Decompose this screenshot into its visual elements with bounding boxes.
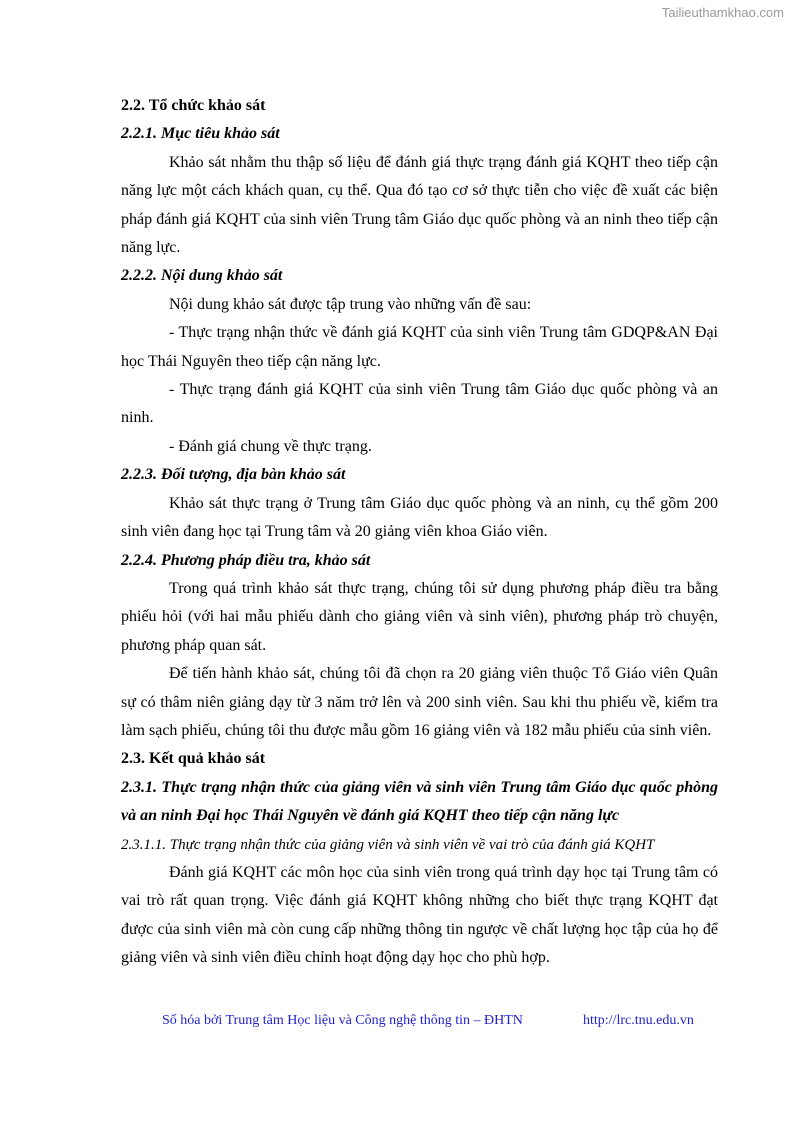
section-heading-2-2-4: 2.2.4. Phương pháp điều tra, khảo sát bbox=[121, 551, 371, 569]
paragraph: Khảo sát nhằm thu thập số liệu để đánh giá thực trạng đánh giá KQHT theo tiếp cận năng lực một cách khách quan, cụ thể. Qua đó tạo cơ sở thực tiễn cho việc đề xuất các biện pháp đánh giá KQHT của sinh viên Trung tâm Giáo dục quốc phòng và an ninh theo tiếp cận năng lực. bbox=[121, 153, 718, 257]
list-item: - Thực trạng đánh giá KQHT của sinh viên Trung tâm Giáo dục quốc phòng và an ninh. bbox=[121, 381, 718, 427]
section-heading-2-3: 2.3. Kết quả khảo sát bbox=[121, 750, 266, 768]
section-heading-2-3-1-1: 2.3.1.1. Thực trạng nhận thức của giảng viên và sinh viên về vai trò của đánh giá KQHT bbox=[121, 836, 655, 853]
section-heading-2-2-3: 2.2.3. Đối tượng, địa bàn khảo sát bbox=[121, 466, 346, 484]
section-heading-2-2-2: 2.2.2. Nội dung khảo sát bbox=[121, 267, 283, 285]
section-heading-2-2: 2.2. Tổ chức khảo sát bbox=[121, 97, 266, 114]
list-item: - Thực trạng nhận thức về đánh giá KQHT của sinh viên Trung tâm GDQP&AN Đại học Thái Nguyên theo tiếp cận năng lực. bbox=[121, 324, 718, 370]
footer-attribution: Số hóa bởi Trung tâm Học liệu và Công nghệ thông tin – ĐHTN bbox=[162, 1013, 523, 1028]
paragraph: Nội dung khảo sát được tập trung vào những vấn đề sau: bbox=[169, 295, 532, 313]
document-body bbox=[121, 92, 718, 973]
list-item: - Đánh giá chung về thực trạng. bbox=[169, 437, 372, 455]
section-heading-2-3-1: 2.3.1. Thực trạng nhận thức của giảng viên và sinh viên Trung tâm Giáo dục quốc phòng và an ninh Đại học Thái Nguyên về đánh giá KQHT theo tiếp cận năng lực bbox=[121, 778, 718, 825]
paragraph: Khảo sát thực trạng ở Trung tâm Giáo dục quốc phòng và an ninh, cụ thể gồm 200 sinh viên đang học tại Trung tâm và 20 giảng viên khoa Giáo viên. bbox=[121, 494, 718, 541]
paragraph: Để tiến hành khảo sát, chúng tôi đã chọn ra 20 giảng viên thuộc Tổ Giáo viên Quân sự có thâm niên giảng dạy từ 3 năm trở lên và 200 sinh viên. Sau khi thu phiếu về, kiểm tra làm sạch phiếu, chúng tôi thu được mẫu gồm 16 giảng viên và 182 mẫu phiếu của sinh viên. bbox=[121, 665, 718, 739]
footer-url[interactable]: http://lrc.tnu.edu.vn bbox=[583, 1013, 694, 1028]
section-heading-2-2-1: 2.2.1. Mục tiêu khảo sát bbox=[121, 125, 280, 143]
paragraph: Đánh giá KQHT các môn học của sinh viên trong quá trình dạy học tại Trung tâm có vai trò rất quan trọng. Việc đánh giá KQHT không những cho biết thực trạng KQHT đạt được của sinh viên mà còn cung cấp những thông tin ngược về chất lượng học tập của họ để giảng viên và sinh viên điều chỉnh hoạt động dạy học cho phù hợp. bbox=[121, 863, 718, 967]
watermark: Tailieuthamkhao.com bbox=[661, 5, 784, 20]
paragraph: Trong quá trình khảo sát thực trạng, chúng tôi sử dụng phương pháp điều tra bằng phiếu hỏi (với hai mẫu phiếu dành cho giảng viên và sinh viên), phương pháp trò chuyện, phương pháp quan sát. bbox=[121, 579, 718, 654]
